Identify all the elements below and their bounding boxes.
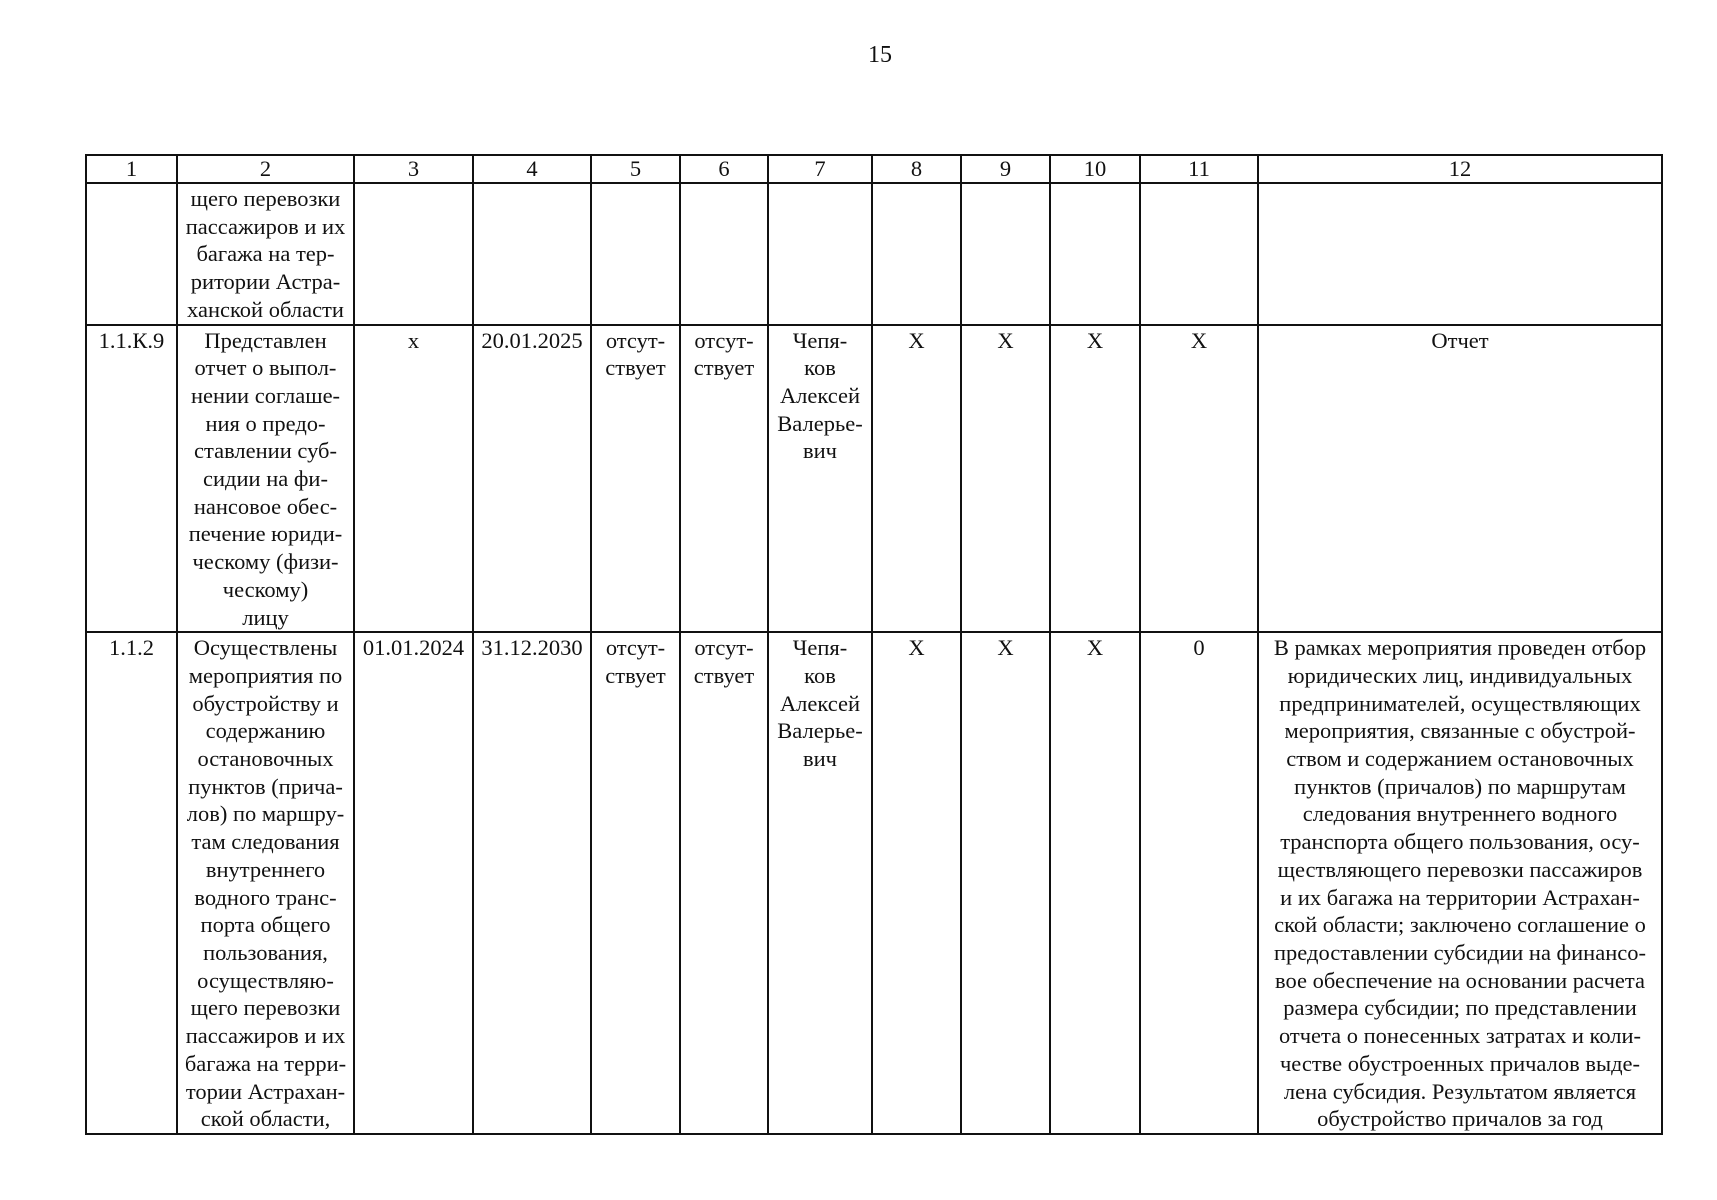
cell-line: мероприятия по — [188, 662, 343, 688]
col11-cell — [1140, 183, 1258, 325]
cell-line: Алексей — [779, 690, 861, 716]
cell-line: юридических лиц, индивидуальных — [1287, 662, 1633, 688]
cell-line: ческому (физи- — [192, 549, 339, 575]
cell-line: транспорта общего пользования, осу- — [1280, 829, 1640, 855]
page-number: 15 — [868, 42, 892, 68]
cell-line: вое обеспечение на основании расчета — [1275, 967, 1645, 993]
col11-cell — [1140, 632, 1258, 1134]
col10-cell — [1050, 632, 1140, 1134]
cell-line: ставлении суб- — [194, 438, 337, 464]
cell-line: лена субсидия. Результатом является — [1283, 1078, 1637, 1104]
column-header: 11 — [1140, 155, 1258, 183]
cell-line: X — [1086, 635, 1104, 661]
cell-line: вич — [803, 746, 837, 772]
cell-line: пассажиров и их — [185, 213, 346, 239]
cell-line: и их багажа на территории Астрахан- — [1280, 884, 1640, 910]
cell-line: ков — [804, 662, 836, 688]
cell-line: нении соглаше- — [190, 382, 341, 408]
responsible-person-cell — [768, 632, 872, 1134]
col8-cell — [872, 183, 961, 325]
cell-line: отчета о понесенных затратах и коли- — [1278, 1023, 1642, 1049]
cell-line: пунктов (прича- — [188, 773, 343, 799]
col5-cell — [591, 632, 680, 1134]
cell-line: Отчет — [1431, 327, 1489, 353]
cell-line: содержанию — [205, 718, 326, 744]
cell-line: предпринимателей, осуществляющих — [1279, 690, 1641, 716]
cell-line: сидии на фи- — [203, 466, 328, 492]
cell-line: X — [1190, 327, 1208, 353]
col10-cell — [1050, 325, 1140, 633]
event-description-cell — [177, 632, 354, 1134]
table-row — [86, 183, 1662, 325]
col5-cell — [591, 183, 680, 325]
cell-line: Представлен — [204, 327, 327, 353]
cell-line: лов) по маршру- — [186, 801, 345, 827]
cell-line: пунктов (причалов) по маршрутам — [1294, 773, 1626, 799]
cell-line: ствует — [605, 662, 666, 688]
col9-cell — [961, 325, 1050, 633]
cell-line: тории Астрахан- — [185, 1078, 346, 1104]
cell-line: отчет о выпол- — [194, 355, 337, 381]
responsible-person-cell — [768, 183, 872, 325]
column-header: 1 — [86, 155, 177, 183]
cell-line: ской области; заключено соглашение о — [1274, 912, 1646, 938]
cell-line: отсут- — [694, 327, 754, 353]
cell-line: нансовое обес- — [193, 493, 338, 519]
start-date-cell — [354, 183, 473, 325]
result-cell — [1258, 183, 1662, 325]
cell-line: предоставлении субсидии на финансо- — [1274, 939, 1646, 965]
cell-line: честве обустроенных причалов выде- — [1279, 1050, 1641, 1076]
row-number-cell — [86, 632, 177, 1134]
end-date-cell — [473, 183, 591, 325]
end-date-cell — [473, 325, 591, 633]
cell-line: Валерье- — [777, 410, 863, 436]
table-row — [86, 325, 1662, 633]
cell-line: ния о предо- — [205, 410, 326, 436]
cell-line: ствует — [605, 355, 666, 381]
cell-line: X — [908, 327, 925, 353]
cell-line: печение юриди- — [188, 521, 343, 547]
col6-cell — [680, 632, 768, 1134]
cell-line: X — [908, 635, 925, 661]
cell-line: Чепя- — [792, 327, 848, 353]
col6-cell — [680, 325, 768, 633]
column-header: 8 — [872, 155, 961, 183]
column-header: 10 — [1050, 155, 1140, 183]
event-description-cell — [177, 183, 354, 325]
cell-line: ством и содержанием остановочных — [1286, 746, 1634, 772]
cell-line: отсут- — [694, 635, 754, 661]
cell-line: 1.1.К.9 — [98, 327, 165, 353]
cell-line: вич — [803, 438, 837, 464]
cell-line: багажа на терри- — [184, 1050, 347, 1076]
col9-cell — [961, 183, 1050, 325]
col8-cell — [872, 325, 961, 633]
cell-line: осуществляю- — [197, 967, 334, 993]
row-number-cell — [86, 183, 177, 325]
cell-line: щего перевозки — [190, 995, 341, 1021]
cell-line: X — [1086, 327, 1104, 353]
cell-line: пользования, — [203, 939, 328, 965]
col10-cell — [1050, 183, 1140, 325]
cell-line: отсут- — [605, 635, 666, 661]
cell-line: порта общего — [200, 912, 331, 938]
cell-line: X — [997, 327, 1014, 353]
cell-line: 31.12.2030 — [481, 635, 583, 661]
cell-line: следования внутреннего водного — [1302, 801, 1618, 827]
report-table — [85, 154, 1663, 1135]
col9-cell — [961, 632, 1050, 1134]
cell-line: Чепя- — [792, 635, 848, 661]
cell-line: внутреннего — [205, 856, 326, 882]
cell-line: багажа на тер- — [196, 241, 335, 267]
col11-cell — [1140, 325, 1258, 633]
cell-line: В рамках мероприятия проведен отбор — [1273, 635, 1647, 661]
end-date-cell — [473, 632, 591, 1134]
start-date-cell — [354, 632, 473, 1134]
cell-line: ской области, — [200, 1106, 331, 1132]
cell-line: 01.01.2024 — [362, 635, 465, 661]
column-header: 7 — [768, 155, 872, 183]
column-header: 6 — [680, 155, 768, 183]
cell-line: там следования — [191, 829, 340, 855]
cell-line: ков — [804, 355, 836, 381]
event-description-cell — [177, 325, 354, 633]
table-row — [86, 632, 1662, 1134]
column-header: 2 — [177, 155, 354, 183]
cell-line: пассажиров и их — [185, 1023, 346, 1049]
cell-line: ществляющего перевозки пассажиров — [1277, 856, 1643, 882]
cell-line: X — [997, 635, 1014, 661]
cell-line: 1.1.2 — [109, 635, 154, 661]
result-cell — [1258, 325, 1662, 633]
cell-line: водного транс- — [194, 884, 337, 910]
column-header: 4 — [473, 155, 591, 183]
cell-line: ритории Астра- — [190, 269, 341, 295]
column-header: 9 — [961, 155, 1050, 183]
cell-line: ствует — [693, 662, 755, 688]
column-header: 3 — [354, 155, 473, 183]
cell-line: обустройству и — [192, 690, 339, 716]
cell-line: Алексей — [779, 382, 861, 408]
result-cell — [1258, 632, 1662, 1134]
responsible-person-cell — [768, 325, 872, 633]
cell-line: остановочных — [197, 746, 334, 772]
header-row — [86, 155, 1662, 183]
cell-line: ствует — [693, 355, 755, 381]
cell-line: отсут- — [605, 327, 666, 353]
cell-line: Осуществлены — [193, 635, 338, 661]
cell-line: лицу — [242, 604, 289, 630]
cell-line: обустройство причалов за год — [1317, 1106, 1603, 1132]
col5-cell — [591, 325, 680, 633]
row-number-cell — [86, 325, 177, 633]
cell-line: Валерье- — [777, 718, 863, 744]
start-date-cell — [354, 325, 473, 633]
cell-line: 20.01.2025 — [481, 327, 583, 353]
cell-line: размера субсидии; по представлении — [1283, 995, 1637, 1021]
cell-line: х — [407, 327, 420, 353]
column-header: 5 — [591, 155, 680, 183]
col6-cell — [680, 183, 768, 325]
cell-line: ческому) — [222, 576, 309, 602]
col8-cell — [872, 632, 961, 1134]
cell-line: щего перевозки — [190, 186, 341, 211]
column-header: 12 — [1258, 155, 1662, 183]
cell-line: ханской области — [187, 296, 344, 322]
cell-line: 0 — [1193, 635, 1205, 661]
cell-line: мероприятия, связанные с обустрой- — [1284, 718, 1636, 744]
